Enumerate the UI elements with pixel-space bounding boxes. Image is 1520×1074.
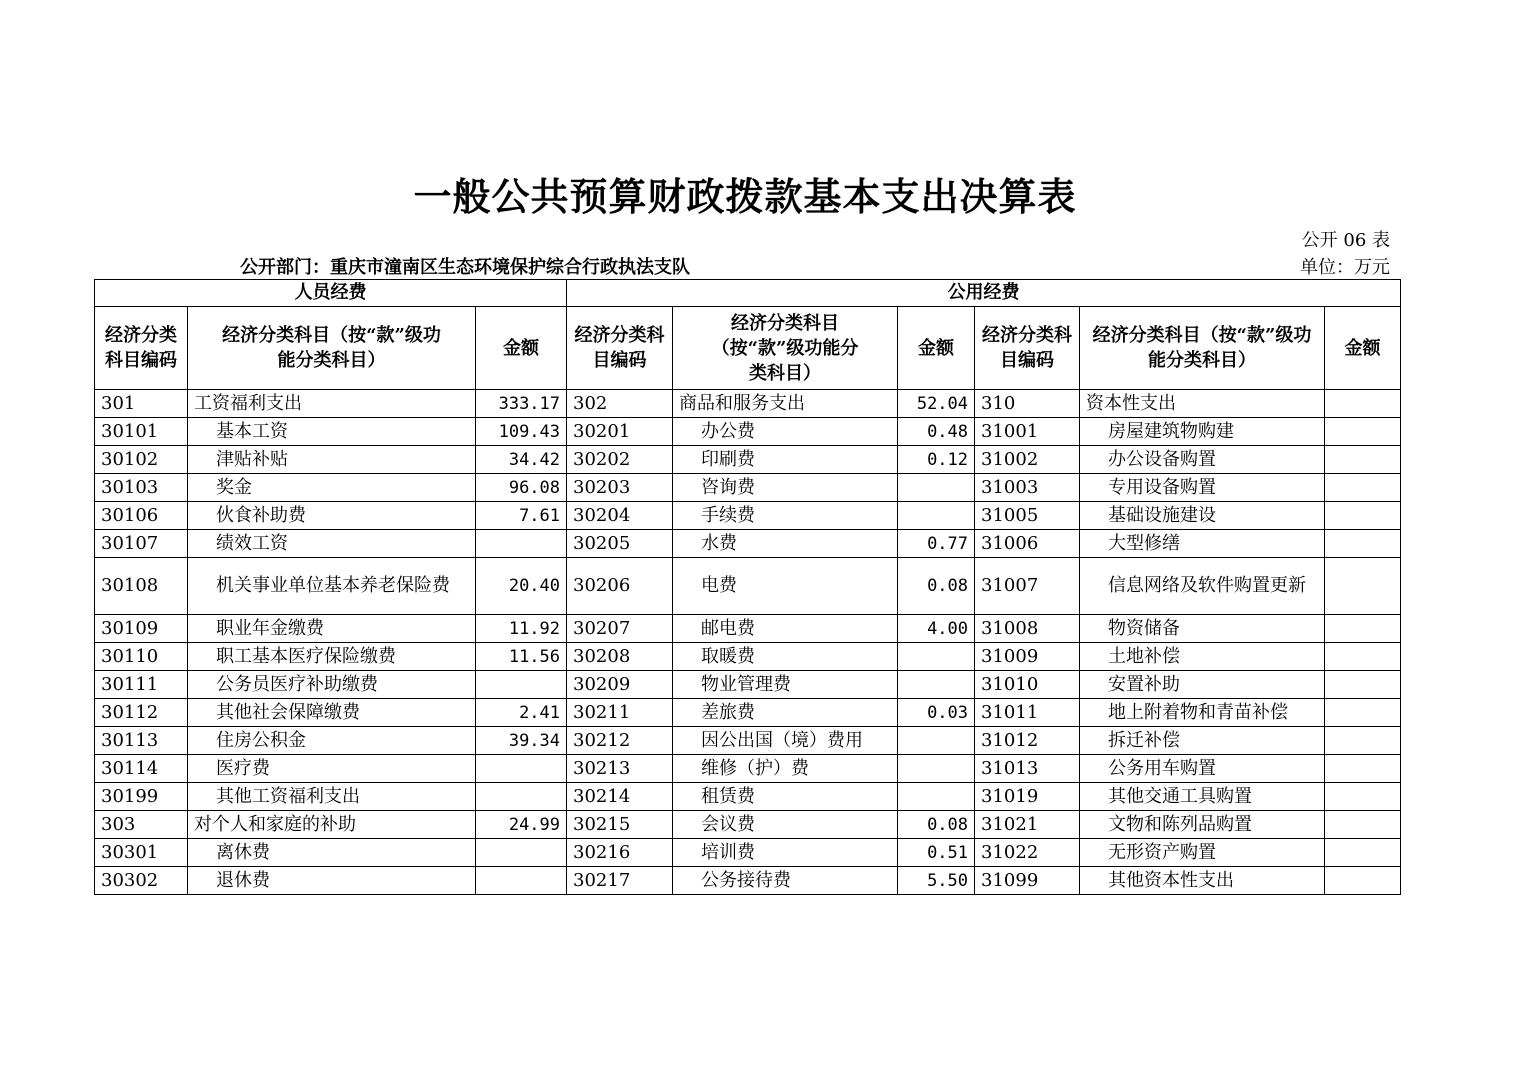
amount-cell: 52.04 xyxy=(898,390,975,418)
item-name-cell: 工资福利支出 xyxy=(188,390,476,418)
header-amount-2: 金额 xyxy=(898,307,975,390)
table-row xyxy=(95,867,1401,895)
code-cell: 30211 xyxy=(567,699,673,727)
item-name-cell: 机关事业单位基本养老保险费 xyxy=(188,558,476,615)
amount-cell xyxy=(1325,558,1401,615)
amount-cell: 0.51 xyxy=(898,839,975,867)
amount-cell xyxy=(1325,615,1401,643)
amount-cell: 4.00 xyxy=(898,615,975,643)
group-header-row xyxy=(95,280,1401,307)
amount-cell: 0.48 xyxy=(898,418,975,446)
code-cell: 30208 xyxy=(567,643,673,671)
code-cell: 30107 xyxy=(95,530,188,558)
amount-cell: 0.08 xyxy=(898,811,975,839)
item-name-cell: 差旅费 xyxy=(673,699,898,727)
amount-cell xyxy=(1325,839,1401,867)
amount-cell xyxy=(898,755,975,783)
item-name-cell: 物资储备 xyxy=(1080,615,1325,643)
amount-cell xyxy=(1325,418,1401,446)
form-number: 公开 06 表 xyxy=(1301,230,1390,251)
table-row xyxy=(95,615,1401,643)
code-cell: 30206 xyxy=(567,558,673,615)
amount-cell xyxy=(898,502,975,530)
code-cell: 30108 xyxy=(95,558,188,615)
code-cell: 30111 xyxy=(95,671,188,699)
code-cell: 30114 xyxy=(95,755,188,783)
code-cell: 30103 xyxy=(95,474,188,502)
table-row xyxy=(95,755,1401,783)
code-cell: 30201 xyxy=(567,418,673,446)
table-row xyxy=(95,699,1401,727)
code-cell: 30102 xyxy=(95,446,188,474)
header-amount-1: 金额 xyxy=(476,307,567,390)
table-row xyxy=(95,727,1401,755)
amount-cell xyxy=(476,671,567,699)
amount-cell: 11.56 xyxy=(476,643,567,671)
amount-cell: 34.42 xyxy=(476,446,567,474)
amount-cell xyxy=(1325,530,1401,558)
group-public-header: 公用经费 xyxy=(567,280,1401,307)
item-name-cell: 咨询费 xyxy=(673,474,898,502)
amount-cell: 20.40 xyxy=(476,558,567,615)
code-cell: 30109 xyxy=(95,615,188,643)
amount-cell xyxy=(1325,390,1401,418)
code-cell: 30213 xyxy=(567,755,673,783)
item-name-cell: 办公设备购置 xyxy=(1080,446,1325,474)
item-name-cell: 基础设施建设 xyxy=(1080,502,1325,530)
code-cell: 31010 xyxy=(975,671,1080,699)
code-cell: 30216 xyxy=(567,839,673,867)
amount-cell xyxy=(476,783,567,811)
code-cell: 30101 xyxy=(95,418,188,446)
column-header-row xyxy=(95,307,1401,390)
code-cell: 30302 xyxy=(95,867,188,895)
amount-cell: 7.61 xyxy=(476,502,567,530)
item-name-cell: 伙食补助费 xyxy=(188,502,476,530)
item-name-cell: 公务员医疗补助缴费 xyxy=(188,671,476,699)
table-row xyxy=(95,783,1401,811)
amount-cell xyxy=(1325,867,1401,895)
code-cell: 30301 xyxy=(95,839,188,867)
table-row xyxy=(95,530,1401,558)
amount-cell: 109.43 xyxy=(476,418,567,446)
item-name-cell: 资本性支出 xyxy=(1080,390,1325,418)
department-label: 公开部门：重庆市潼南区生态环境保护综合行政执法支队 xyxy=(240,257,690,278)
item-name-cell: 土地补偿 xyxy=(1080,643,1325,671)
item-name-cell: 安置补助 xyxy=(1080,671,1325,699)
item-name-cell: 大型修缮 xyxy=(1080,530,1325,558)
table-row xyxy=(95,811,1401,839)
item-name-cell: 其他社会保障缴费 xyxy=(188,699,476,727)
code-cell: 30204 xyxy=(567,502,673,530)
amount-cell xyxy=(476,867,567,895)
code-cell: 31021 xyxy=(975,811,1080,839)
amount-cell xyxy=(1325,502,1401,530)
item-name-cell: 房屋建筑物购建 xyxy=(1080,418,1325,446)
amount-cell xyxy=(1325,727,1401,755)
item-name-cell: 其他交通工具购置 xyxy=(1080,783,1325,811)
item-name-cell: 职业年金缴费 xyxy=(188,615,476,643)
code-cell: 301 xyxy=(95,390,188,418)
item-name-cell: 对个人和家庭的补助 xyxy=(188,811,476,839)
amount-cell: 24.99 xyxy=(476,811,567,839)
amount-cell: 96.08 xyxy=(476,474,567,502)
page-title: 一般公共预算财政拨款基本支出决算表 xyxy=(413,174,1077,219)
item-name-cell: 因公出国（境）费用 xyxy=(673,727,898,755)
item-name-cell: 拆迁补偿 xyxy=(1080,727,1325,755)
amount-cell xyxy=(1325,474,1401,502)
item-name-cell: 其他资本性支出 xyxy=(1080,867,1325,895)
item-name-cell: 其他工资福利支出 xyxy=(188,783,476,811)
amount-cell xyxy=(898,671,975,699)
item-name-cell: 津贴补贴 xyxy=(188,446,476,474)
code-cell: 31011 xyxy=(975,699,1080,727)
code-cell: 31022 xyxy=(975,839,1080,867)
item-name-cell: 公务接待费 xyxy=(673,867,898,895)
amount-cell: 2.41 xyxy=(476,699,567,727)
item-name-cell: 地上附着物和青苗补偿 xyxy=(1080,699,1325,727)
amount-cell xyxy=(1325,755,1401,783)
amount-cell: 0.77 xyxy=(898,530,975,558)
code-cell: 31002 xyxy=(975,446,1080,474)
code-cell: 302 xyxy=(567,390,673,418)
amount-cell xyxy=(476,755,567,783)
table-row xyxy=(95,643,1401,671)
amount-cell: 0.08 xyxy=(898,558,975,615)
amount-cell xyxy=(1325,811,1401,839)
amount-cell xyxy=(1325,671,1401,699)
header-code-2: 经济分类科目编码 xyxy=(567,307,673,390)
code-cell: 31009 xyxy=(975,643,1080,671)
code-cell: 31005 xyxy=(975,502,1080,530)
amount-cell: 333.17 xyxy=(476,390,567,418)
item-name-cell: 取暖费 xyxy=(673,643,898,671)
amount-cell xyxy=(1325,446,1401,474)
item-name-cell: 物业管理费 xyxy=(673,671,898,699)
item-name-cell: 退休费 xyxy=(188,867,476,895)
item-name-cell: 离休费 xyxy=(188,839,476,867)
code-cell: 30209 xyxy=(567,671,673,699)
code-cell: 30110 xyxy=(95,643,188,671)
amount-cell xyxy=(1325,783,1401,811)
amount-cell xyxy=(476,530,567,558)
amount-cell xyxy=(898,783,975,811)
item-name-cell: 专用设备购置 xyxy=(1080,474,1325,502)
item-name-cell: 奖金 xyxy=(188,474,476,502)
code-cell: 30215 xyxy=(567,811,673,839)
code-cell: 30202 xyxy=(567,446,673,474)
item-name-cell: 电费 xyxy=(673,558,898,615)
header-item-1: 经济分类科目（按“款”级功能分类科目） xyxy=(188,307,476,390)
item-name-cell: 手续费 xyxy=(673,502,898,530)
code-cell: 30217 xyxy=(567,867,673,895)
item-name-cell: 公务用车购置 xyxy=(1080,755,1325,783)
item-name-cell: 职工基本医疗保险缴费 xyxy=(188,643,476,671)
table-row xyxy=(95,558,1401,615)
item-name-cell: 印刷费 xyxy=(673,446,898,474)
item-name-cell: 医疗费 xyxy=(188,755,476,783)
item-name-cell: 绩效工资 xyxy=(188,530,476,558)
code-cell: 31001 xyxy=(975,418,1080,446)
item-name-cell: 培训费 xyxy=(673,839,898,867)
amount-cell: 0.12 xyxy=(898,446,975,474)
code-cell: 31012 xyxy=(975,727,1080,755)
item-name-cell: 信息网络及软件购置更新 xyxy=(1080,558,1325,615)
header-item-3: 经济分类科目（按“款”级功能分类科目） xyxy=(1080,307,1325,390)
amount-cell xyxy=(898,474,975,502)
table-row xyxy=(95,474,1401,502)
amount-cell xyxy=(898,643,975,671)
code-cell: 30207 xyxy=(567,615,673,643)
item-name-cell: 维修（护）费 xyxy=(673,755,898,783)
code-cell: 303 xyxy=(95,811,188,839)
item-name-cell: 邮电费 xyxy=(673,615,898,643)
group-personnel-header: 人员经费 xyxy=(95,280,567,307)
code-cell: 310 xyxy=(975,390,1080,418)
header-code-1: 经济分类科目编码 xyxy=(95,307,188,390)
item-name-cell: 文物和陈列品购置 xyxy=(1080,811,1325,839)
table-row xyxy=(95,446,1401,474)
amount-cell xyxy=(1325,643,1401,671)
amount-cell: 11.92 xyxy=(476,615,567,643)
code-cell: 30212 xyxy=(567,727,673,755)
code-cell: 31007 xyxy=(975,558,1080,615)
item-name-cell: 无形资产购置 xyxy=(1080,839,1325,867)
code-cell: 30214 xyxy=(567,783,673,811)
header-code-3: 经济分类科目编码 xyxy=(975,307,1080,390)
item-name-cell: 基本工资 xyxy=(188,418,476,446)
item-name-cell: 办公费 xyxy=(673,418,898,446)
code-cell: 31099 xyxy=(975,867,1080,895)
header-amount-3: 金额 xyxy=(1325,307,1401,390)
item-name-cell: 水费 xyxy=(673,530,898,558)
code-cell: 30203 xyxy=(567,474,673,502)
amount-cell: 0.03 xyxy=(898,699,975,727)
code-cell: 30112 xyxy=(95,699,188,727)
code-cell: 30205 xyxy=(567,530,673,558)
item-name-cell: 住房公积金 xyxy=(188,727,476,755)
table-row xyxy=(95,418,1401,446)
code-cell: 31013 xyxy=(975,755,1080,783)
amount-cell: 5.50 xyxy=(898,867,975,895)
amount-cell: 39.34 xyxy=(476,727,567,755)
amount-cell xyxy=(898,727,975,755)
item-name-cell: 会议费 xyxy=(673,811,898,839)
amount-cell xyxy=(476,839,567,867)
code-cell: 31019 xyxy=(975,783,1080,811)
item-name-cell: 商品和服务支出 xyxy=(673,390,898,418)
table-row xyxy=(95,390,1401,418)
item-name-cell: 租赁费 xyxy=(673,783,898,811)
code-cell: 31003 xyxy=(975,474,1080,502)
unit-label: 单位：万元 xyxy=(1300,257,1390,278)
header-item-2: 经济分类科目（按“款”级功能分类科目） xyxy=(673,307,898,390)
table-row xyxy=(95,839,1401,867)
amount-cell xyxy=(1325,699,1401,727)
code-cell: 30106 xyxy=(95,502,188,530)
expenditure-table xyxy=(94,279,1401,895)
code-cell: 31008 xyxy=(975,615,1080,643)
table-row xyxy=(95,671,1401,699)
table-row xyxy=(95,502,1401,530)
code-cell: 31006 xyxy=(975,530,1080,558)
code-cell: 30113 xyxy=(95,727,188,755)
code-cell: 30199 xyxy=(95,783,188,811)
